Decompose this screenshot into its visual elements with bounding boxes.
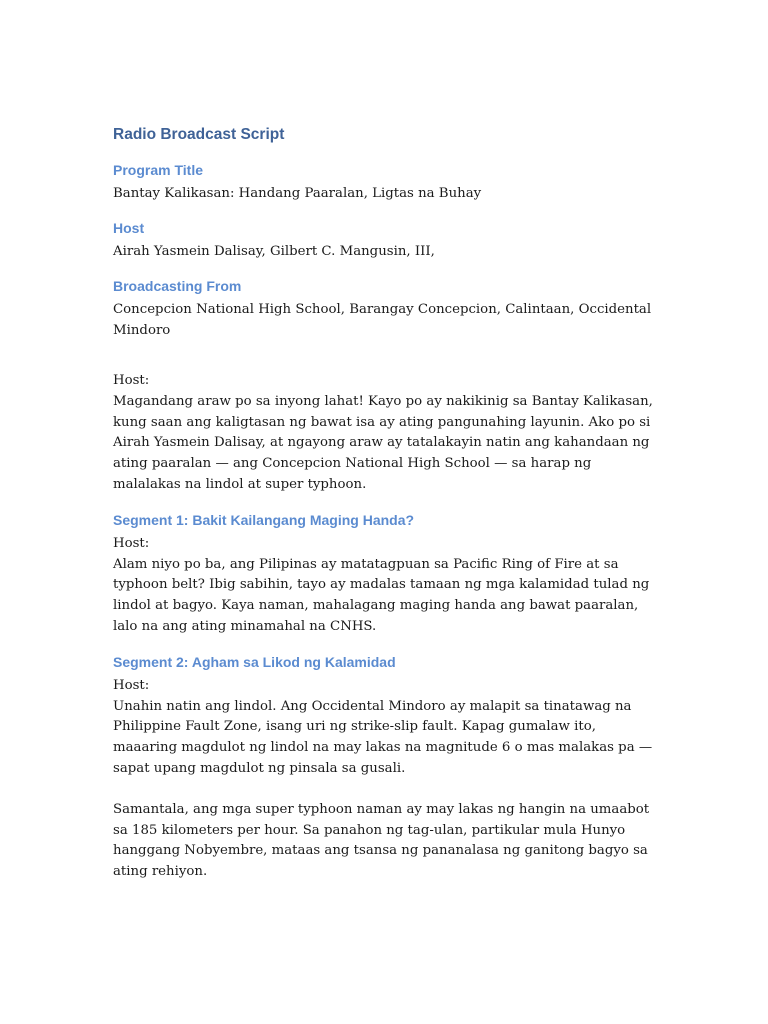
- program-title-value: Bantay Kalikasan: Handang Paaralan, Ligtas na Buhay: [113, 186, 482, 201]
- program-title-heading: Program Title: [113, 162, 203, 178]
- segment-1-speaker: Host:: [113, 535, 150, 551]
- spacer: [113, 638, 658, 652]
- segment-2-heading: Segment 2: Agham sa Likod ng Kalamidad: [113, 653, 396, 670]
- broadcasting-from-heading: Broadcasting From: [113, 278, 242, 294]
- document-title: Radio Broadcast Script: [113, 126, 285, 143]
- host-value: Airah Yasmein Dalisay, Gilbert C. Mangusin, III,: [113, 244, 435, 259]
- intro-paragraph: Magandang araw po sa inyong lahat! Kayo po ay nakikinig sa Bantay Kalikasan, kung saan ang kaligtasan ng bawat isa ay ating pangunahing layunin. Ako po si Airah Yasmein Dalisay, at ngayong araw ay tatalakayin natin ang kahandaan ng ating paaralan — ang Concepcion National High School — sa harap ng malalakas na lindol at super typhoon.: [113, 393, 653, 492]
- segment-1-paragraph: Alam niyo po ba, ang Pilipinas ay matatagpuan sa Pacific Ring of Fire at sa typhoon belt? Ibig sabihin, tayo ay madalas tamaan ng mga kalamidad tulad ng lindol at bagyo. Kaya naman, mahalagang maging handa ang bawat paaralan, lalo na ang ating minamahal na CNHS.: [113, 556, 650, 634]
- spacer: [113, 496, 658, 510]
- spacer: [113, 341, 658, 371]
- broadcasting-from-value: Concepcion National High School, Barangay Concepcion, Calintaan, Occidental Mindoro: [113, 302, 652, 338]
- intro-speaker: Host:: [113, 373, 150, 388]
- segment-2-paragraph-1: Unahin natin ang lindol. Ang Occidental Mindoro ay malapit sa tinatawag na Philippine Fault Zone, isang uri ng strike-slip fault. Kapag gumalaw ito, maaaring magdulot ng lindol na may lakas na magnitude 6 o mas malakas pa — sapat upang magdulot ng pinsala sa gusali.: [113, 698, 653, 776]
- host-heading: Host: [113, 220, 145, 236]
- segment-2-speaker: Host:: [113, 677, 150, 693]
- spacer: [113, 780, 658, 800]
- segment-1-heading: Segment 1: Bakit Kailangang Maging Handa?: [113, 511, 415, 528]
- document-page: [113, 124, 658, 883]
- segment-2-paragraph-2: Samantala, ang mga super typhoon naman ay may lakas ng hangin na umaabot sa 185 kilometers per hour. Sa panahon ng tag-ulan, partikular mula Hunyo hanggang Nobyembre, mataas ang tsansa ng pananalasa ng ganitong bagyo sa ating rehiyon.: [113, 801, 650, 880]
